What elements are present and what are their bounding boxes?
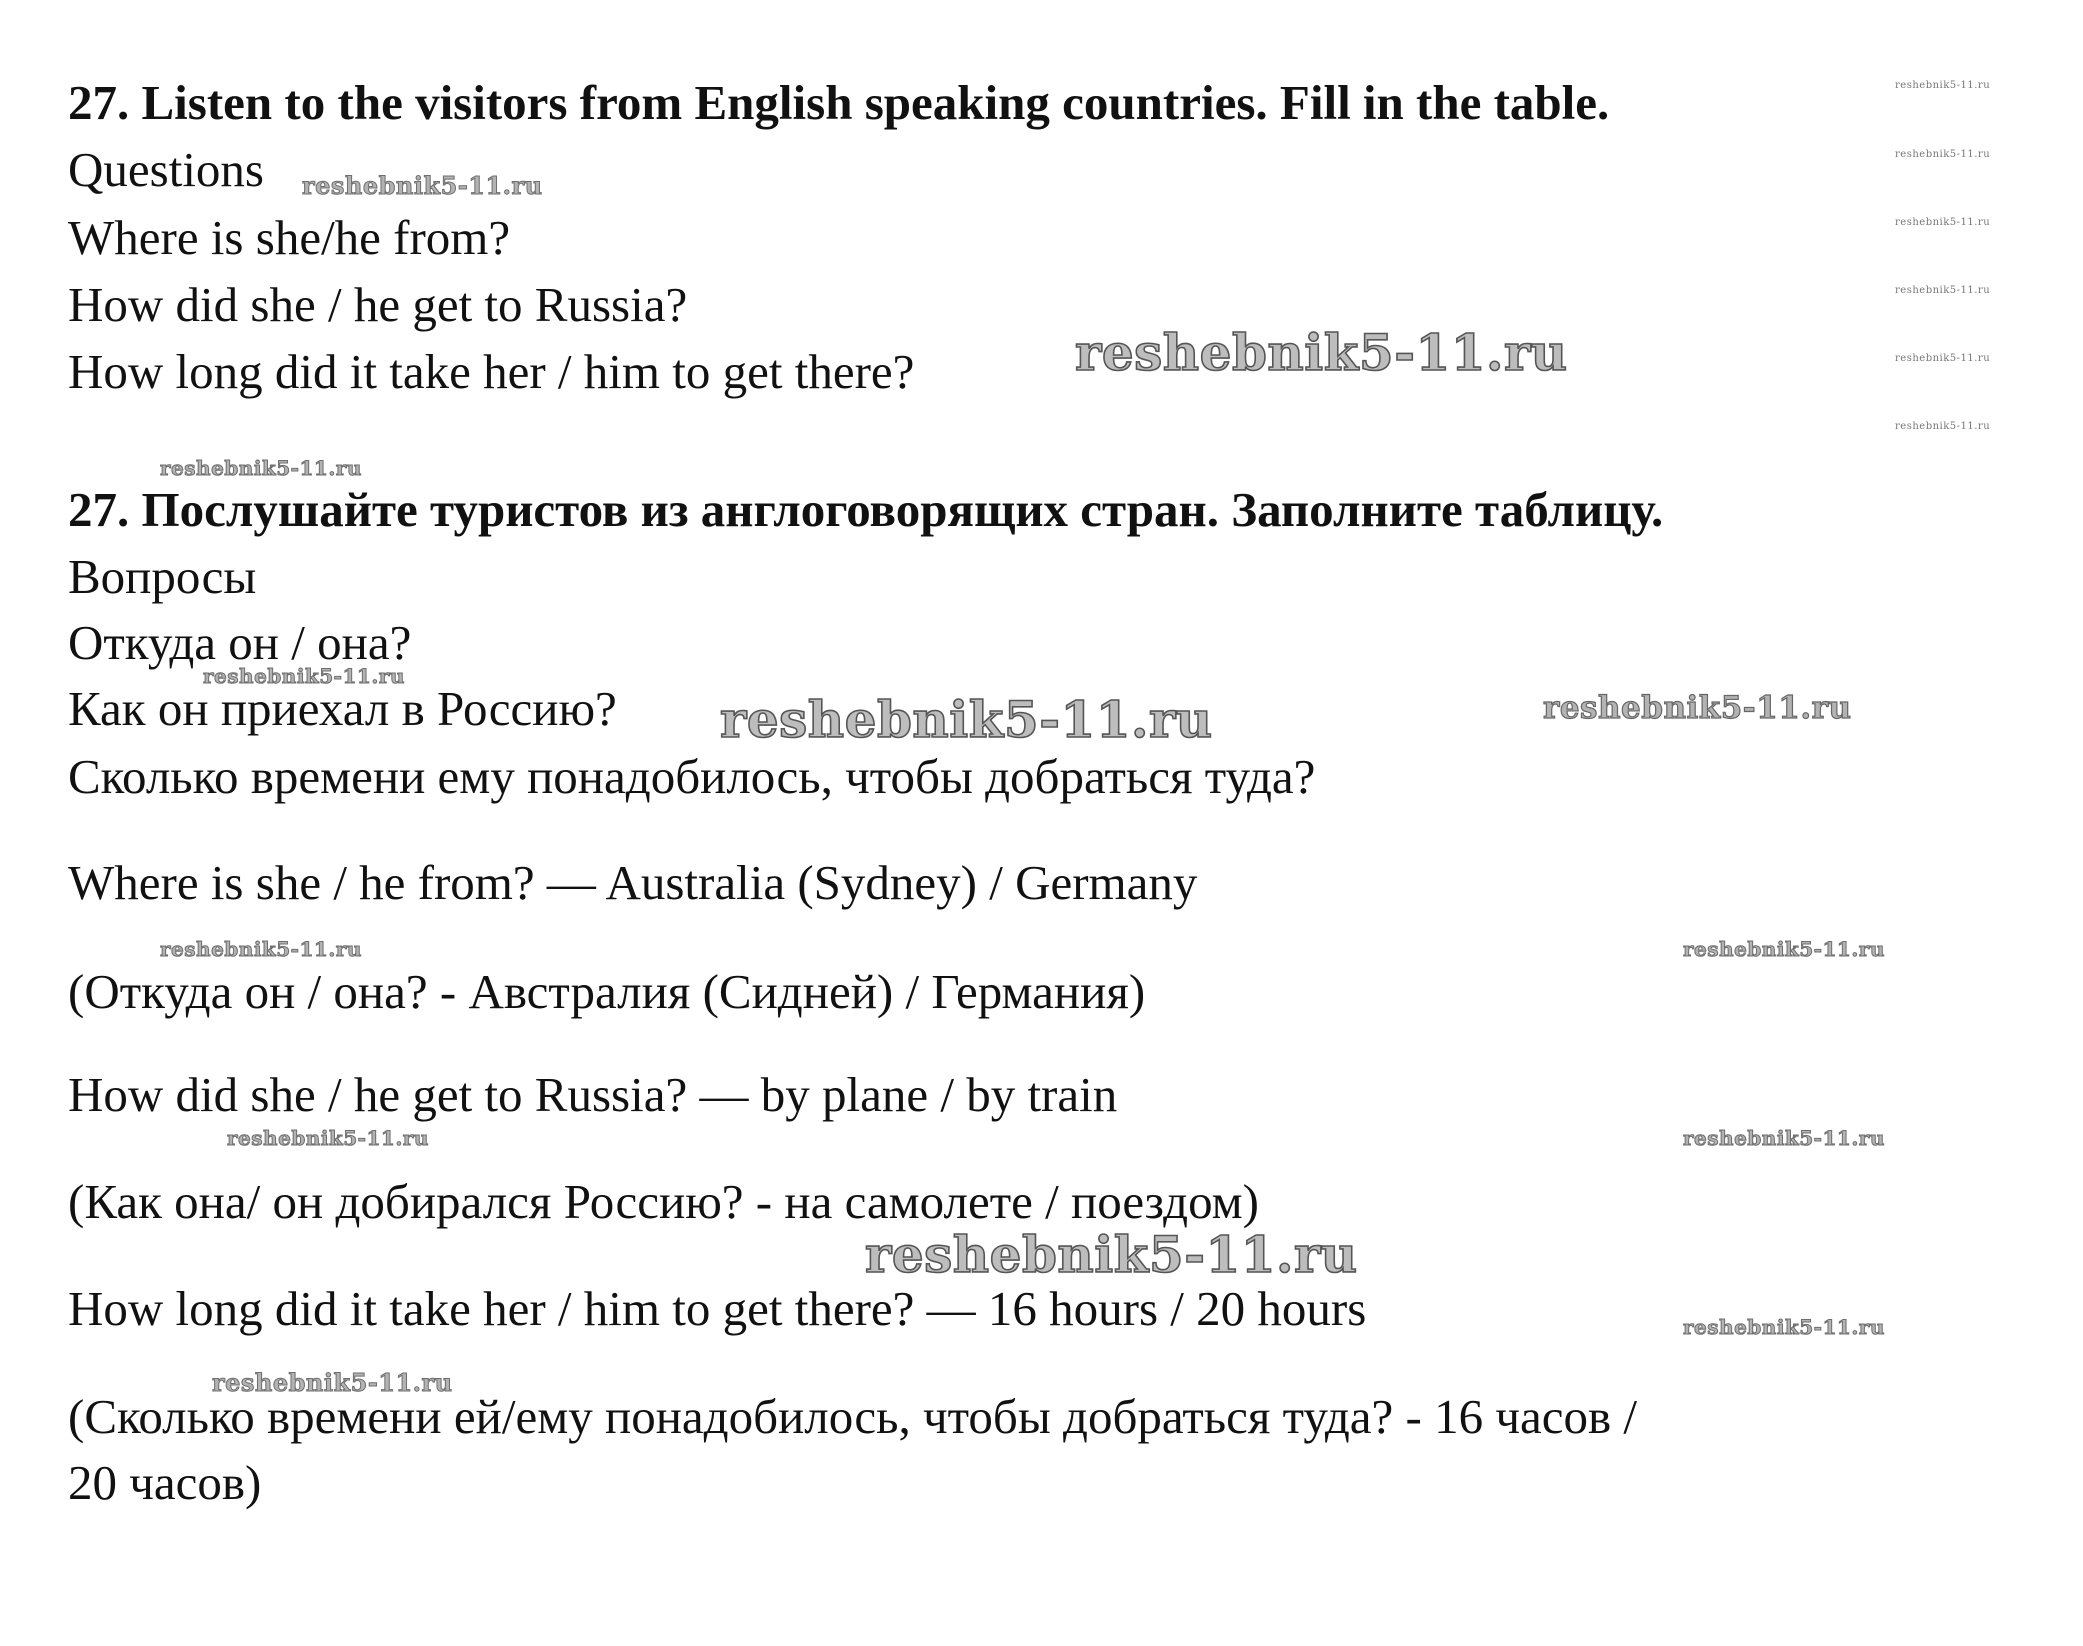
question-en-1: Where is she/he from? (68, 210, 511, 265)
watermark: reshebnik5-11.ru (227, 1126, 429, 1150)
watermark: reshebnik5-11.ru (1543, 690, 1852, 726)
questions-heading-en: Questions (68, 142, 264, 197)
watermark: reshebnik5-11.ru (865, 1225, 1358, 1284)
answer-ru-3-line-2: 20 часов) (68, 1455, 262, 1510)
watermark: reshebnik5-11.ru (1683, 1126, 1885, 1150)
watermark: reshebnik5-11.ru (1895, 80, 1991, 91)
watermark: reshebnik5-11.ru (160, 937, 362, 961)
watermark: reshebnik5-11.ru (720, 690, 1213, 749)
answer-ru-1: (Откуда он / она? - Австралия (Сидней) / Германия) (68, 964, 1146, 1019)
watermark: reshebnik5-11.ru (160, 456, 362, 480)
question-ru-2: Как он приехал в Россию? (68, 681, 617, 736)
watermark: reshebnik5-11.ru (1683, 937, 1885, 961)
watermark: reshebnik5-11.ru (1895, 217, 1991, 228)
question-ru-3: Сколько времени ему понадобилось, чтобы добраться туда? (68, 749, 1316, 804)
watermark: reshebnik5-11.ru (1895, 353, 1991, 364)
watermark: reshebnik5-11.ru (302, 171, 543, 200)
watermark: reshebnik5-11.ru (1895, 421, 1991, 432)
task-title-en: 27. Listen to the visitors from English speaking countries. Fill in the table. (68, 75, 1610, 130)
watermark: reshebnik5-11.ru (1895, 149, 1991, 160)
watermark: reshebnik5-11.ru (1075, 323, 1568, 382)
answer-en-1: Where is she / he from? — Australia (Sydney) / Germany (68, 855, 1198, 910)
question-en-2: How did she / he get to Russia? (68, 277, 688, 332)
watermark: reshebnik5-11.ru (1683, 1315, 1885, 1339)
answer-en-3: How long did it take her / him to get there? — 16 hours / 20 hours (68, 1281, 1367, 1336)
answer-ru-3-line-1: (Сколько времени ей/ему понадобилось, чтобы добраться туда? - 16 часов / (68, 1389, 1637, 1444)
answer-en-2: How did she / he get to Russia? — by plane / by train (68, 1067, 1118, 1122)
task-title-ru: 27. Послушайте туристов из англоговорящих стран. Заполните таблицу. (68, 482, 1664, 537)
answer-ru-2: (Как она/ он добирался Россию? - на самолете / поездом) (68, 1174, 1259, 1229)
watermark: reshebnik5-11.ru (212, 1368, 453, 1397)
question-ru-1: Откуда он / она? (68, 615, 412, 670)
question-en-3: How long did it take her / him to get there? (68, 344, 915, 399)
watermark: reshebnik5-11.ru (203, 664, 405, 688)
watermark: reshebnik5-11.ru (1895, 285, 1991, 296)
questions-heading-ru: Вопросы (68, 549, 257, 604)
